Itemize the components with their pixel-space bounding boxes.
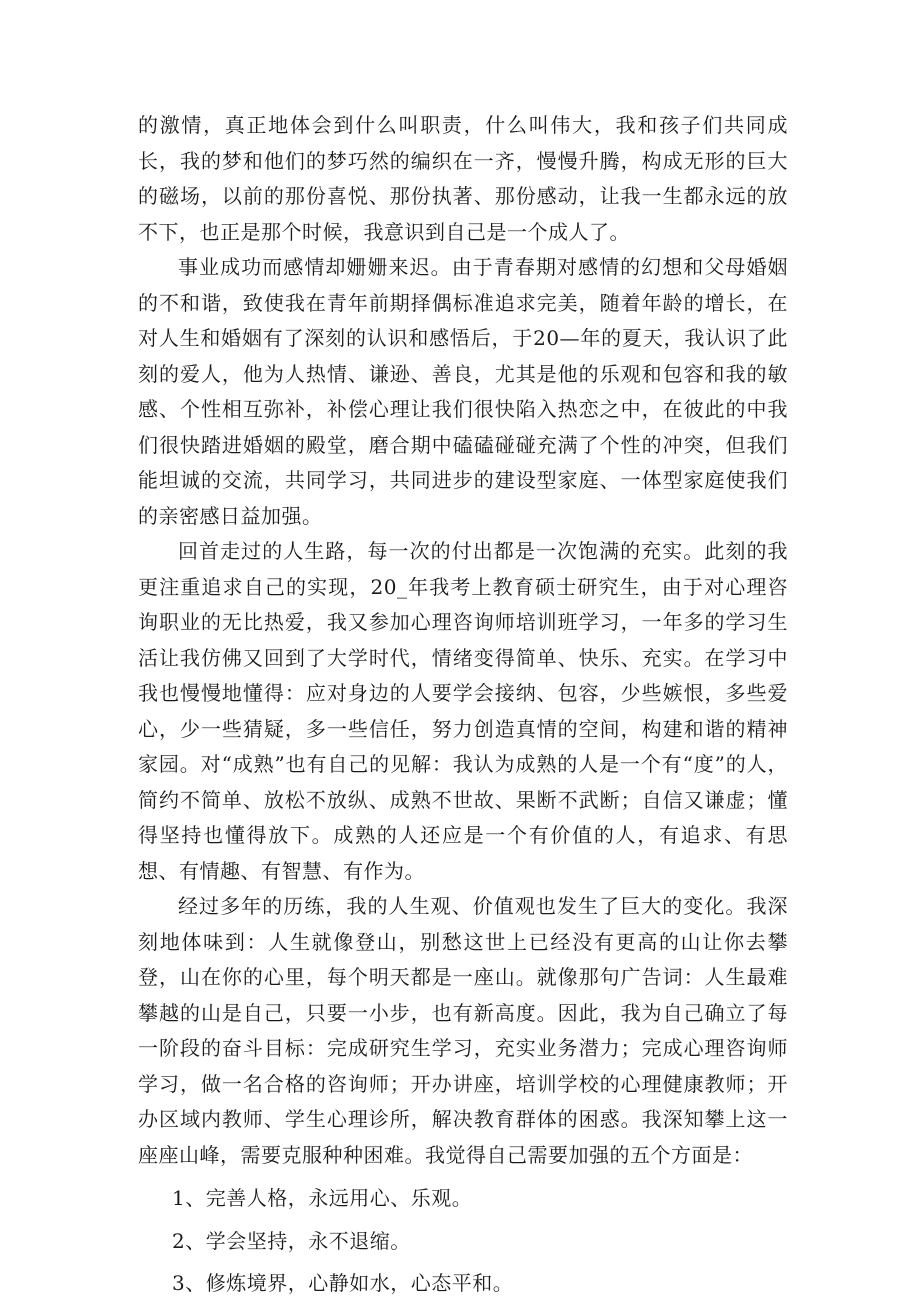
goals-list [138,1181,788,1302]
list-item: 3、修炼境界，心静如水，心态平和。 [172,1271,514,1295]
paragraph-3: 回首走过的人生路，每一次的付出都是一次饱满的充实。此刻的我更注重追求自己的实现，20_年我考上教育硕士研究生，由于对心理咨询职业的无比热爱，我又参加心理咨询师培训班学习，一年多的学习生活让我仿佛又回到了大学时代，情绪变得简单、快乐、充实。在学习中我也慢慢地懂得：应对身边的人要学会接纳、包容，少些嫉恨，多些爱心，少一些猜疑，多一些信任，努力创造真情的空间，构建和谐的精神家园。对“成熟”也有自己的见解：我认为成熟的人是一个有“度”的人，简约不简单、放松不放纵、成熟不世故、果断不武断；自信又谦虚；懂得坚持也懂得放下。成熟的人还应是一个有价值的人，有追求、有思想、有情趣、有智慧、有作为。 [138,539,788,883]
paragraph-1: 的激情，真正地体会到什么叫职责，什么叫伟大，我和孩子们共同成长，我的梦和他们的梦巧然的编织在一齐，慢慢升腾，构成无形的巨大的磁场，以前的那份喜悦、那份执著、那份感动，让我一生都永远的放不下，也正是那个时候，我意识到自己是一个成人了。 [138,113,788,244]
paragraph-4: 经过多年的历练，我的人生观、价值观也发生了巨大的变化。我深刻地体味到：人生就像登山，别愁这世上已经没有更高的山让你去攀登，山在你的心里，每个明天都是一座山。就像那句广告词：人生最难攀越的山是自己，只要一小步，也有新高度。因此，我为自己确立了每一阶段的奋斗目标：完成研究生学习，充实业务潜力；完成心理咨询师学习，做一名合格的咨询师；开办讲座，培训学校的心理健康教师；开办区域内教师、学生心理诊所，解决教育群体的困惑。我深知攀上这一座座山峰，需要克服种种困难。我觉得自己需要加强的五个方面是： [138,894,788,1167]
document-page [138,108,788,1302]
list-item: 2、学会坚持，永不退缩。 [172,1228,411,1253]
paragraph-2: 事业成功而感情却姗姗来迟。由于青春期对感情的幻想和父母婚姻的不和谐，致使我在青年前期择偶标准追求完美，随着年龄的增长，在对人生和婚姻有了深刻的认识和感悟后，于20—年的夏天，我认识了此刻的爱人，他为人热情、谦逊、善良，尤其是他的乐观和包容和我的敏感、个性相互弥补，补偿心理让我们很快陷入热恋之中，在彼此的中我们很快踏进婚姻的殿堂，磨合期中磕磕碰碰充满了个性的冲突，但我们能坦诚的交流，共同学习，共同进步的建设型家庭、一体型家庭使我们的亲密感日益加强。 [138,255,788,528]
list-item: 1、完善人格，永远用心、乐观。 [172,1186,473,1210]
